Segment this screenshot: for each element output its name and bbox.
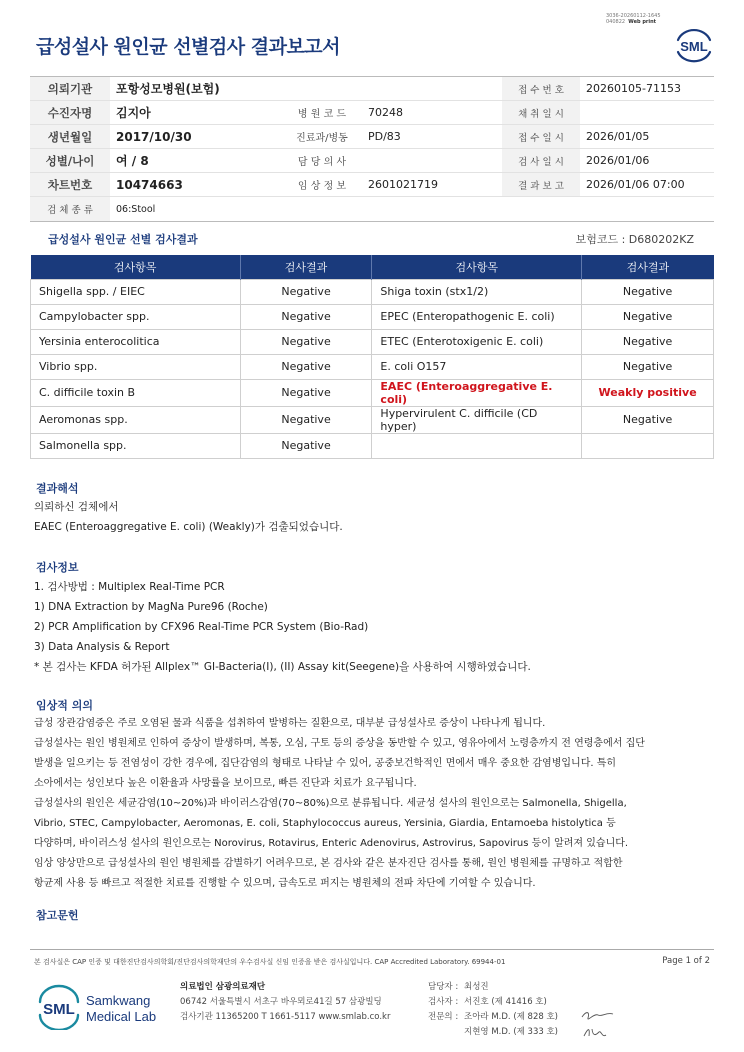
test-item: Yersinia enterocolitica [31, 329, 241, 354]
test-result: Negative [240, 304, 372, 329]
test-item [372, 433, 582, 458]
staff-row [428, 1025, 558, 1040]
clinical-line: 급성설사의 원인은 세균감염(10~20%)과 바이러스감염(70~80%)으로 분류됩니다. 세균성 설사의 원인으로는 Salmonella, Shigella, [34, 798, 627, 809]
clinical-line: 다양하며, 바이러스성 설사의 원인으로는 Norovirus, Rotavirus, Enteric Adenovirus, Astrovirus, Sapovirus 등이 알려져 있습니다. [34, 838, 629, 849]
test-result [582, 433, 714, 458]
test-info-line: 1. 검사방법 : Multiplex Real-Time PCR [34, 581, 225, 593]
clinical-line: 임상 양상만으로 급성설사의 원인 병원체를 감별하기 어려우므로, 본 검사와 같은 분자진단 검사를 통해, 원인 병원체를 규명하고 적합한 [34, 858, 623, 869]
table-row [31, 329, 714, 354]
test-item: Shigella spp. / EIEC [31, 279, 241, 304]
test-item: Hypervirulent C. difficile (CD hyper) [372, 406, 582, 433]
info-value: 06:Stool [110, 197, 714, 222]
clinical-text [34, 714, 714, 894]
clinical-line: 항균제 사용 등 빠르고 적절한 치료를 진행할 수 있으며, 급속도로 퍼지는 병원체의 전파 차단에 기여할 수 있습니다. [34, 878, 536, 889]
staff-name: 지현영 M.D. (제 333 호) [464, 1027, 559, 1037]
clinical-line: 급성 장관감염증은 주로 오염된 물과 식품을 섭취하여 발병하는 질환으로, 대부분 급성설사로 증상이 나타나게 됩니다. [34, 718, 546, 729]
info-label: 결 과 보 고 [502, 173, 580, 197]
info-label: 채 취 일 시 [502, 101, 580, 125]
test-item: Salmonella spp. [31, 433, 241, 458]
info-label: 차트번호 [30, 173, 110, 197]
page-title: 급성설사 원인균 선별검사 결과보고서 [36, 36, 341, 58]
footer-divider [30, 949, 714, 950]
test-result: Negative [582, 354, 714, 379]
info-value [362, 149, 502, 173]
test-result: Negative [240, 279, 372, 304]
footer-logo-mark: SML [43, 1001, 75, 1018]
clinical-line: 소아에서는 성인보다 높은 이환율과 사망률을 보이므로, 빠른 진단과 치료가 요구됩니다. [34, 778, 417, 789]
clinical-line: Vibrio, STEC, Campylobacter, Aeromonas, E. coli, Staphylococcus aureus, Yersinia, Giardia, Entamoeba histolytica 등 [34, 818, 616, 829]
samkwang-logo-icon [36, 984, 176, 1030]
test-item: E. coli O157 [372, 354, 582, 379]
info-row [30, 197, 714, 222]
org-contact: 검사기관 11365200 T 1661-5117 www.smlab.co.kr [180, 1012, 391, 1022]
test-item: Aeromonas spp. [31, 406, 241, 433]
info-row [30, 101, 714, 125]
info-value: 여 / 8 [110, 149, 282, 173]
info-label: 병 원 코 드 [282, 101, 362, 125]
info-label: 생년월일 [30, 125, 110, 149]
staff-role: 담당자 : [428, 982, 459, 992]
info-value: 2026/01/06 [580, 149, 714, 173]
info-label: 진료과/병동 [282, 125, 362, 149]
org-address: 06742 서울특별시 서초구 바우뫼로41길 57 삼광빌딩 [180, 997, 382, 1007]
accreditation-notice: 본 검사실은 CAP 인증 및 대한진단검사의학회/진단검사의학재단의 우수검사실 신임 인증을 받은 검사실입니다. CAP Accredited Laboratory. 69944-01 [34, 958, 506, 966]
test-item: Vibrio spp. [31, 354, 241, 379]
column-header: 검사항목 [372, 255, 582, 279]
test-result: Negative [240, 379, 372, 406]
footer-logo-line2: Medical Lab [86, 1009, 157, 1024]
test-info-line: 3) Data Analysis & Report [34, 641, 170, 653]
test-item: EPEC (Enteropathogenic E. coli) [372, 304, 582, 329]
test-result-positive: Weakly positive [582, 379, 714, 406]
results-section-title: 급성설사 원인균 선별 검사결과 [48, 233, 198, 246]
staff-name: 조아라 M.D. (제 828 호) [464, 1012, 559, 1022]
test-result: Negative [582, 279, 714, 304]
info-row [30, 149, 714, 173]
staff-name: 서진호 (제 41416 호) [464, 997, 547, 1007]
test-info-text [34, 577, 714, 677]
table-row [31, 354, 714, 379]
info-label: 담 당 의 사 [282, 149, 362, 173]
info-value: PD/83 [362, 125, 502, 149]
sml-logo-icon [672, 24, 716, 64]
test-info-line: * 본 검사는 KFDA 허가된 Allplex™ GI-Bacteria(I), (II) Assay kit(Seegene)을 사용하여 시행하였습니다. [34, 661, 531, 673]
footer-logo-line1: Samkwang [86, 993, 151, 1008]
test-result: Negative [240, 329, 372, 354]
test-item: C. difficile toxin B [31, 379, 241, 406]
test-info-line: 2) PCR Amplification by CFX96 Real-Time PCR System (Bio-Rad) [34, 621, 369, 633]
clinical-line: 급성설사는 원인 병원체로 인하여 증상이 발생하며, 복통, 오심, 구토 등의 증상을 동반할 수 있고, 영유아에서 노령층까지 전 연령층에서 집단 [34, 738, 645, 749]
table-row [31, 406, 714, 433]
org-info [180, 980, 390, 1025]
info-label: 성별/나이 [30, 149, 110, 173]
test-result: Negative [240, 433, 372, 458]
test-item: Shiga toxin (stx1/2) [372, 279, 582, 304]
test-info-line: 1) DNA Extraction by MagNa Pure96 (Roche) [34, 601, 268, 613]
staff-role [428, 1025, 464, 1040]
info-row [30, 125, 714, 149]
info-value: 김지아 [110, 101, 282, 125]
test-info-title: 검사정보 [36, 561, 79, 574]
info-value: 10474663 [110, 173, 282, 197]
logo-text: SML [680, 39, 708, 54]
table-row [31, 379, 714, 406]
staff-row [428, 1010, 558, 1025]
table-row [31, 304, 714, 329]
test-result: Negative [240, 354, 372, 379]
test-item: Campylobacter spp. [31, 304, 241, 329]
staff-role: 전문의 : [428, 1012, 459, 1022]
info-value: 2017/10/30 [110, 125, 282, 149]
info-value: 70248 [362, 101, 502, 125]
staff-list [428, 980, 558, 1040]
info-label: 의뢰기관 [30, 77, 110, 101]
interpretation-line: 의뢰하신 검체에서 [34, 501, 119, 513]
table-row [31, 279, 714, 304]
info-value [580, 101, 714, 125]
interpretation-line: EAEC (Enteroaggregative E. coli) (Weakly)가 검출되었습니다. [34, 521, 343, 533]
print-code [606, 13, 661, 25]
info-label: 임 상 정 보 [282, 173, 362, 197]
test-item-positive: EAEC (Enteroaggregative E. coli) [372, 379, 582, 406]
test-result: Negative [582, 329, 714, 354]
org-name: 의료법인 삼광의료재단 [180, 982, 266, 992]
patient-info-table [30, 76, 714, 222]
staff-name: 최성진 [464, 982, 489, 992]
staff-row [428, 995, 558, 1010]
test-item: ETEC (Enterotoxigenic E. coli) [372, 329, 582, 354]
info-value: 2026/01/06 07:00 [580, 173, 714, 197]
print-code-line1: 3036-20260112-1645 [606, 13, 661, 19]
insurance-code: 보험코드 : D680202KZ [575, 233, 694, 246]
clinical-line: 발생을 일으키는 등 전염성이 강한 경우에, 집단감염의 형태로 나타날 수 있어, 공중보건학적인 면에서 매우 중요한 감염병입니다. 특히 [34, 758, 617, 769]
results-table [30, 255, 714, 459]
info-label: 검 사 일 시 [502, 149, 580, 173]
clinical-title: 임상적 의의 [36, 699, 93, 712]
test-result: Negative [582, 406, 714, 433]
table-row [31, 433, 714, 458]
interpretation-title: 결과해석 [36, 482, 79, 495]
info-value: 2026/01/05 [580, 125, 714, 149]
info-value: 2601021719 [362, 173, 502, 197]
results-header-row [31, 255, 714, 279]
test-result: Negative [240, 406, 372, 433]
info-row [30, 173, 714, 197]
info-label: 검 체 종 류 [30, 197, 110, 222]
staff-role: 검사자 : [428, 997, 459, 1007]
info-label: 수진자명 [30, 101, 110, 125]
info-label: 접 수 번 호 [502, 77, 580, 101]
test-result: Negative [582, 304, 714, 329]
info-value: 20260105-71153 [580, 77, 714, 101]
references-title: 참고문헌 [36, 909, 79, 922]
interpretation-text [34, 497, 714, 537]
page-number: Page 1 of 2 [662, 956, 710, 966]
signature-icon [580, 1024, 616, 1040]
print-code-line2: 040822 Web print [606, 19, 657, 25]
info-value: 포항성모병원(보험) [110, 77, 502, 101]
column-header: 검사결과 [240, 255, 372, 279]
info-label: 접 수 일 시 [502, 125, 580, 149]
column-header: 검사결과 [582, 255, 714, 279]
column-header: 검사항목 [31, 255, 241, 279]
info-row [30, 77, 714, 101]
signature-icon [580, 1009, 616, 1025]
staff-row [428, 980, 558, 995]
